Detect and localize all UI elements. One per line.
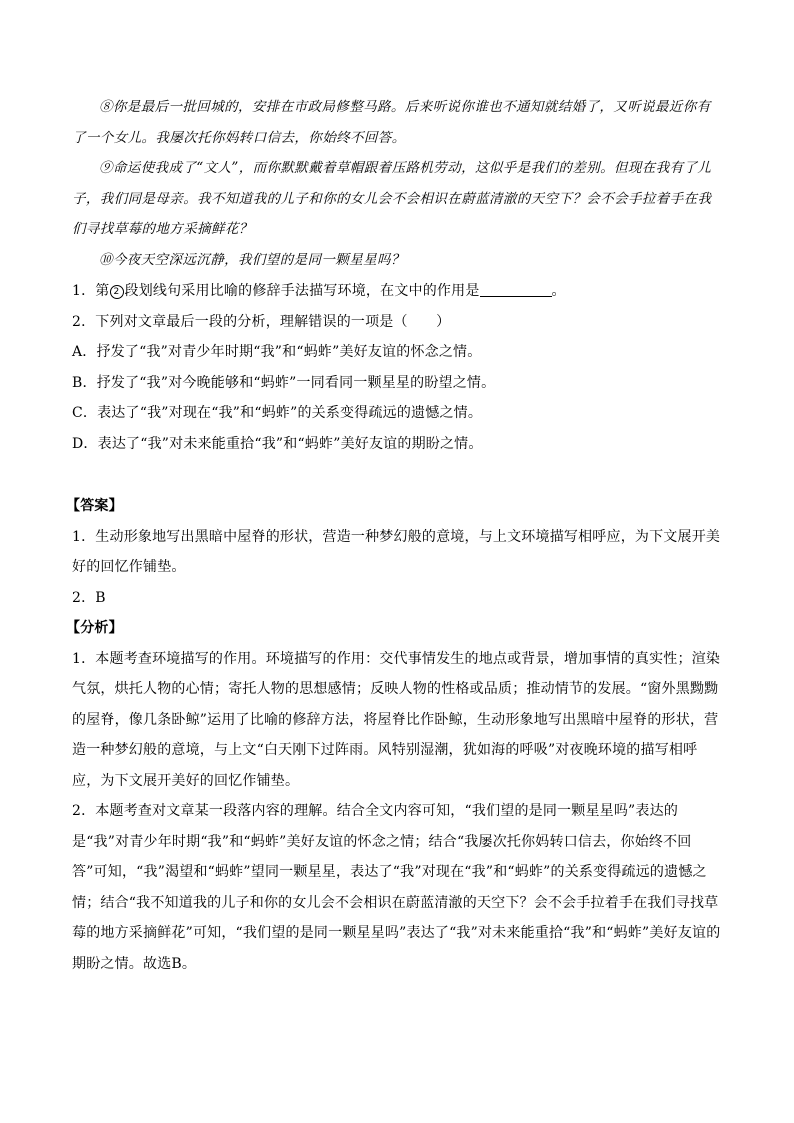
question-section — [72, 276, 722, 459]
answer-blank[interactable] — [480, 280, 552, 297]
answer-1: 1．生动形象地写出黑暗中屋脊的形状，营造一种梦幻般的意境，与上文环境描写相呼应，为下文展开美好的回忆作铺垫。 — [72, 528, 721, 575]
answer-heading: 【答案】 — [66, 498, 123, 514]
question-1-number: 1．第 — [72, 283, 110, 299]
option-b: B．抒发了“我”对今晚能够和“蚂蚱”一同看同一颗星星的盼望之情。 — [72, 374, 496, 391]
analysis-1: 1．本题考查环境描写的作用。环境描写的作用：交代事情发生的地点或背景，增加事情的真实性；渲染气氛，烘托人物的心情；寄托人物的思想感情；反映人物的性格或品质；推动情节的发展。“窗外黑黝黝的屋脊，像几条卧鲸”运用了比喻的修辞方法，将屋脊比作卧鲸，生动形象地写出黑暗中屋脊的形状，营造一种梦幻般的意境，与上文“白天刚下过阵雨。风特别湿潮，犹如海的呼吸”对夜晚环境的描写相呼应，为下文展开美好的回忆作铺垫。 — [72, 650, 721, 789]
paragraph-10: ⑩今夜天空深远沉静，我们望的是同一颗星星吗？ — [99, 251, 405, 268]
question-1-end: 。 — [551, 283, 566, 299]
analysis-heading: 【分析】 — [66, 620, 123, 636]
document-page — [66, 92, 722, 979]
reading-passage — [72, 92, 722, 275]
option-d: D．表达了“我”对未来能重拾“我”和“蚂蚱”美好友谊的期盼之情。 — [72, 435, 483, 452]
analysis-2: 2．本题考查对文章某一段落内容的理解。结合全文内容可知，“我们望的是同一颗星星吗”表达的是“我”对青少年时期“我”和“蚂蚱”美好友谊的怀念之情；结合“我屡次托你妈转口信去，你始终不回答”可知，“我”渴望和“蚂蚱”望同一颗星星，表达了“我”对现在“我”和“蚂蚱”的关系变得疏远的遗憾之情；结合“我不知道我的儿子和你的女儿会不会相识在蔚蓝清澈的天空下？会不会手拉着手在我们寻找草莓的地方采摘鲜花”可知，“我们望的是同一颗星星吗”表达了“我”对未来能重拾“我”和“蚂蚱”美好友谊的期盼之情。故选B。 — [72, 803, 721, 972]
option-c: C．表达了“我”对现在“我”和“蚂蚱”的关系变得疏远的遗憾之情。 — [72, 405, 483, 421]
question-2: 2．下列对文章最后一段的分析，理解错误的一项是（ ） — [72, 313, 451, 330]
paragraph-9: ⑨命运使我成了“文人”，而你默默戴着草帽跟着压路机劳动，这似乎是我们的差别。但现在我有了儿子，我们同是母亲。我不知道我的儿子和你的女儿会不会相识在蔚蓝清澈的天空下？会不会手拉着手在我们寻找草莓的地方采摘鲜花？ — [72, 160, 712, 237]
circled-number-2: 2 — [110, 285, 124, 299]
question-1-text: 段划线句采用比喻的修辞手法描写环境，在文中的作用是 — [124, 283, 480, 299]
option-a: A．抒发了“我”对青少年时期“我”和“蚂蚱”美好友谊的怀念之情。 — [72, 344, 482, 360]
answer-2: 2．B — [72, 589, 106, 606]
answer-section — [66, 491, 722, 979]
paragraph-8: ⑧你是最后一批回城的，安排在市政局修整马路。后来听说你谁也不通知就结婚了，又听说最近你有了一个女儿。我屡次托你妈转口信去，你始终不回答。 — [72, 99, 711, 146]
question-1 — [72, 276, 722, 307]
